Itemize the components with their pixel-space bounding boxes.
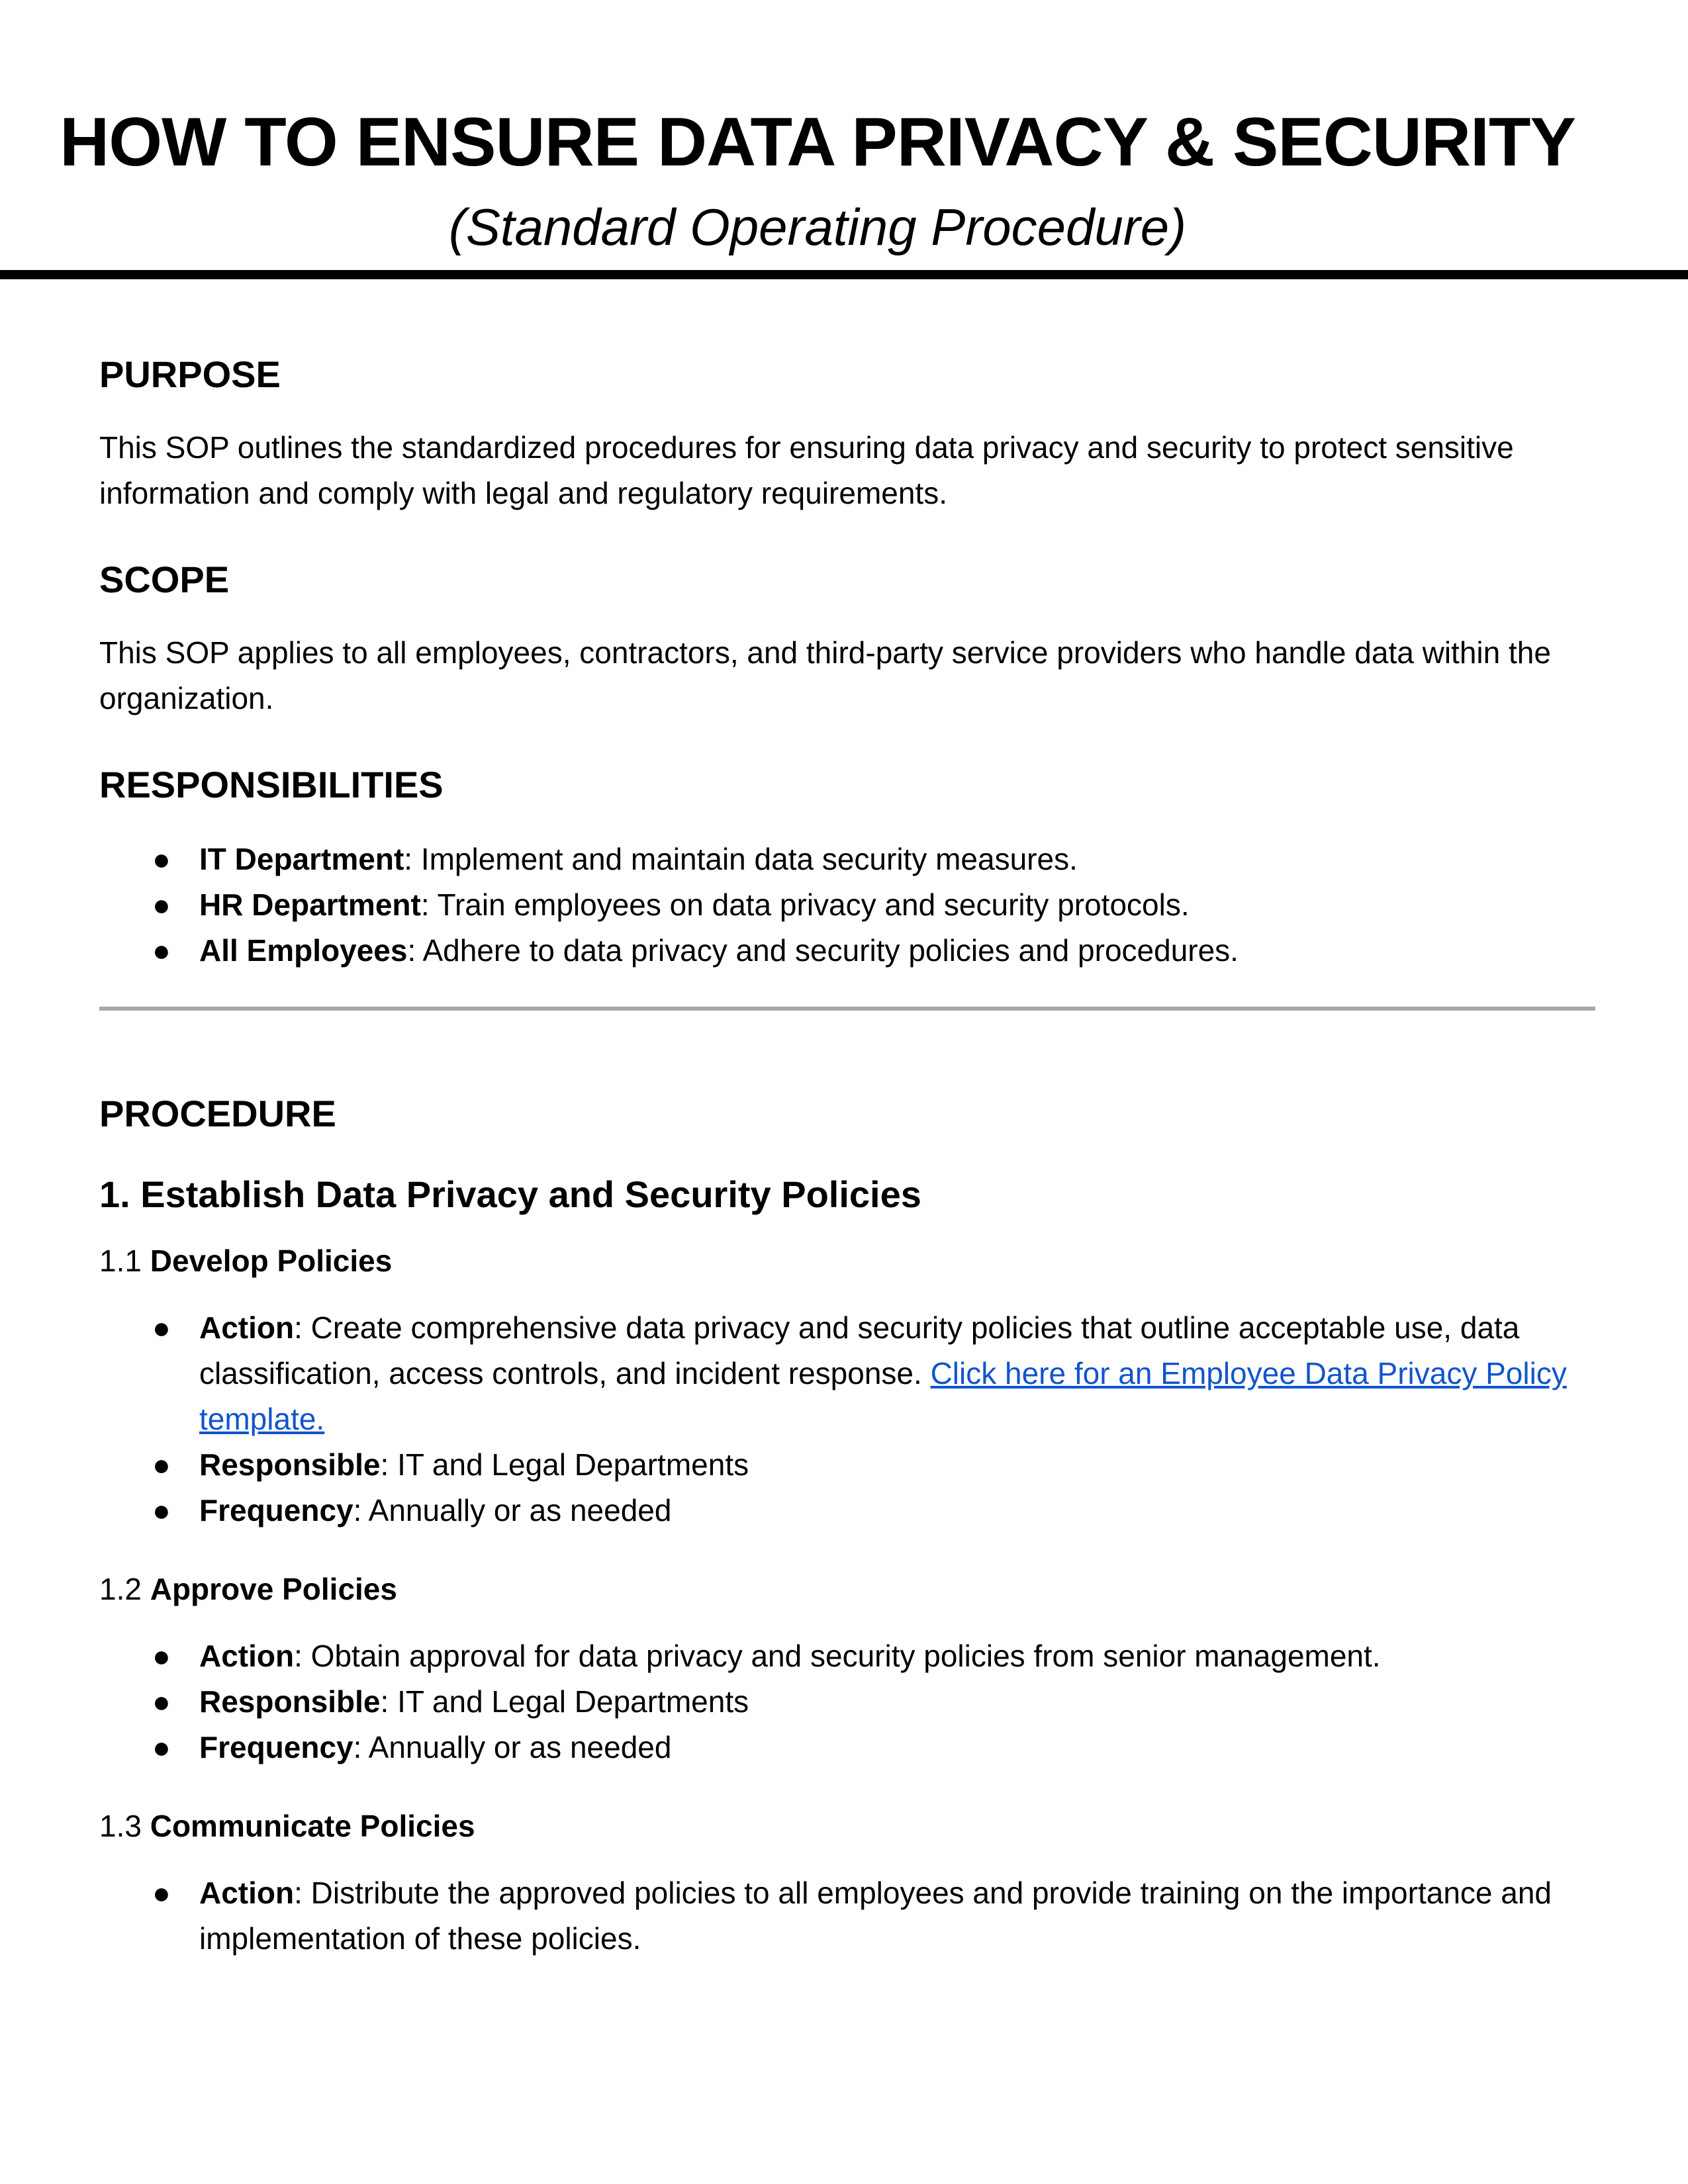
list-item [99,1305,1595,1442]
action-text: : Distribute the approved policies to all employees and provide training on the importance and implementation of these policies. [199,1876,1552,1956]
item-label: All Employees [199,933,408,968]
section-divider [99,1007,1595,1011]
list-item [99,928,1595,974]
item-label: IT Department [199,842,404,876]
list-item [99,1725,1595,1770]
substep-title: Approve Policies [150,1572,397,1606]
list-item [99,882,1595,928]
purpose-heading: PURPOSE [99,353,281,395]
bullet-icon: ● [152,1447,171,1482]
step-1-heading: 1. Establish Data Privacy and Security Policies [99,1173,921,1215]
substep-number: 1.3 [99,1809,150,1843]
bullet-icon: ● [152,842,171,876]
substep-1-1-list [99,1305,1595,1533]
document-title: HOW TO ENSURE DATA PRIVACY & SECURITY [60,104,1575,181]
action-text: : Create comprehensive data privacy and security policies that outline acceptable use, data classification, access controls, and incident response. [199,1310,1520,1390]
list-item [99,1442,1595,1488]
substep-number: 1.2 [99,1572,150,1606]
scope-heading: SCOPE [99,559,230,600]
frequency-text: : Annually or as needed [353,1730,672,1764]
responsible-label: Responsible [199,1684,381,1719]
bullet-icon: ● [152,933,171,968]
responsible-text: : IT and Legal Departments [380,1684,749,1719]
bullet-icon: ● [152,1730,171,1764]
substep-number: 1.1 [99,1244,150,1278]
substep-1-3-list [99,1870,1595,1962]
document-subtitle: (Standard Operating Procedure) [448,198,1187,256]
substep-1-2-heading [99,1567,1595,1612]
header-rule [0,270,1688,279]
document-body [99,344,1595,1995]
substep-1-2-list [99,1633,1595,1770]
responsible-text: : IT and Legal Departments [380,1447,749,1482]
list-item [99,1870,1595,1962]
list-item [99,837,1595,882]
action-label: Action [199,1639,295,1673]
list-item [99,1679,1595,1725]
item-label: HR Department [199,887,421,922]
frequency-text: : Annually or as needed [353,1493,672,1527]
list-item [99,1633,1595,1679]
substep-title: Communicate Policies [150,1809,475,1843]
responsible-label: Responsible [199,1447,381,1482]
bullet-icon: ● [152,1639,171,1673]
action-label: Action [199,1876,295,1910]
responsibilities-list [99,837,1595,974]
action-label: Action [199,1310,295,1345]
policy-template-link[interactable]: Click here for an Employee Data Privacy Policy template. [199,1356,1567,1436]
item-text: : Train employees on data privacy and security protocols. [420,887,1190,922]
list-item [99,1488,1595,1533]
substep-1-3-heading [99,1803,1595,1849]
bullet-icon: ● [152,1493,171,1527]
bullet-icon: ● [152,1684,171,1719]
item-text: : Adhere to data privacy and security policies and procedures. [407,933,1239,968]
procedure-heading: PROCEDURE [99,1093,336,1134]
responsibilities-heading: RESPONSIBILITIES [99,764,444,805]
substep-1-1-heading [99,1238,1595,1284]
substep-title: Develop Policies [150,1244,393,1278]
purpose-text: This SOP outlines the standardized procedures for ensuring data privacy and security to protect sensitive information and comply with legal and regulatory requirements. [99,430,1514,510]
scope-text: This SOP applies to all employees, contractors, and third-party service providers who handle data within the organization. [99,635,1551,715]
action-text: : Obtain approval for data privacy and security policies from senior management. [294,1639,1381,1673]
frequency-label: Frequency [199,1493,353,1527]
bullet-icon: ● [152,1876,171,1910]
item-text: : Implement and maintain data security measures. [404,842,1078,876]
bullet-icon: ● [152,1310,171,1345]
frequency-label: Frequency [199,1730,353,1764]
bullet-icon: ● [152,887,171,922]
